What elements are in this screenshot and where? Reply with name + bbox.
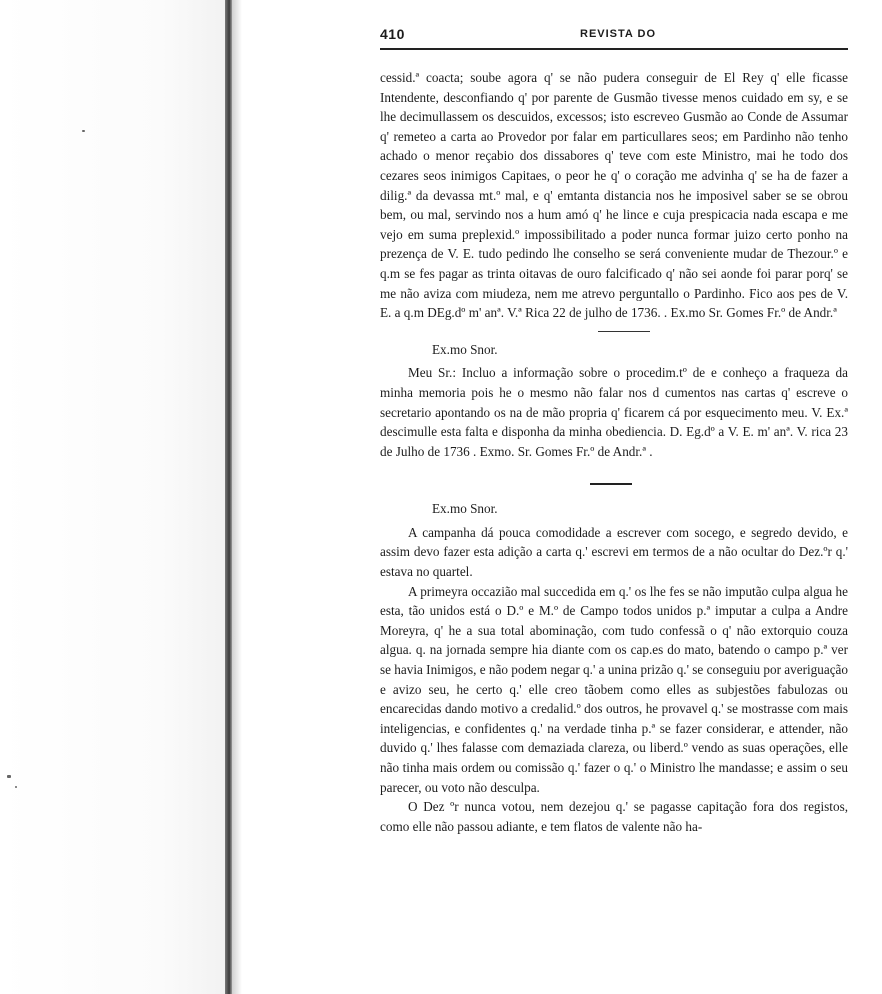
running-title: REVISTA DO xyxy=(580,28,657,40)
section-divider xyxy=(590,483,632,485)
document-page xyxy=(380,26,848,836)
book-spine-shadow xyxy=(225,0,232,994)
page-gutter xyxy=(0,0,232,994)
letter-2-salutation: Ex.mo Snor. xyxy=(432,341,498,357)
spine-gradient xyxy=(232,0,242,994)
letter-3-paragraph: O Dez ºr nunca votou, nem dezejou q.' se pagasse capitação fora dos registos, como elle não passou adiante, e tem flatos de valente não ha- xyxy=(380,799,848,834)
letter-2-body: Meu Sr.: Incluo a informação sobre o procedim.tº de e conheço a fraqueza da minha memoria pois he o mesmo não falar nos d cumentos nas cartas q' escreve o secretario apontando os na de mão propria q' ficarem cá por esquecimento meu. V. Ex.ª descimulle esta falta e disponha da minha obediencia. D. Eg.dº a V. E. m' anª. V. rica 23 de Julho de 1736 . Exmo. Sr. Gomes Fr.º de Andr.ª . xyxy=(380,365,848,459)
page-number: 410 xyxy=(380,26,405,42)
letter-3-paragraph: A primeyra occazião mal succedida em q.' os lhe fes se não imputão culpa algua he esta, tão unidos está o D.º e M.º de Campo todos unidos p.ª imputar a culpa a Andre Moreyra, q' he a sua total abominação, com tudo confessã o q' não extorquio couza algua. q. na jornada sempre hia diante com os cap.es do mato, batendo o campo p.ª ver se havia Inimigos, e não podem negar q.' a unina prizão q.' se conseguiu por averiguação e avizo seu, he certo q.' elle creo tãobem como elles as subjestões fabulozas ou encarecidas dando motivo a credalid.º dos outros, he provavel q.' se mostrasse com mais inteligencias, e confidentes q.' na verdade tinha p.ª se fazer considerar, e attender, não duvido q.' lhes falasse com demaziada clareza, ou liberd.º vendo as suas operações, elle não tinha mais ordem ou comissão q.' fazer o q.' o Ministro lhe mandasse; e assim o seu parecer, ou voto não desculpa. xyxy=(380,583,848,795)
running-header xyxy=(380,26,848,44)
header-rule xyxy=(380,48,848,50)
section-divider xyxy=(598,331,650,332)
letter-3-paragraph: A campanha dá pouca comodidade a escrever com socego, e segredo devido, e assim devo fazer esta adição a carta q.' escrevi em termos de a não ocultar do Dez.ºr q.' estava no quartel. xyxy=(380,524,848,580)
scan-speck xyxy=(15,786,17,788)
scan-speck xyxy=(82,130,85,132)
scan-speck xyxy=(7,775,11,778)
letter-1-body: cessid.ª coacta; soube agora q' se não pudera conseguir de El Rey q' elle ficasse Intendente, desconfiando q' por parente de Gusmão tivesse menos cuidado em sy, e se lhe decimullassem os descuidos, excessos; isto escreveo Gusmão ao Conde de Assumar q' remeteo a carta ao Provedor por falar em particullares seos; em Pardinho não tenho achado o menor reçabio dos dissabores q' teve com este Ministro, mai he todo dos cezares seos inimigos Capitaes, o peor he q' o coração me advinha q' se ha de fazer a dilig.ª da devassa mt.º mal, e q' emtanta distancia nos he imposivel saber se se obrou bem, ou mal, servindo nos a hum amó q' he lince e cuja prespicacia nada escapa e me vejo em suma preplexid.º impossibilitado a poder nunca formar juizo certo ponho na prezença de V. E. tudo pedindo lhe conselho se será conveniente mudar de Thezour.º e q.m se fes pagar as trinta oitavas de ouro falcificado q' não sei aonde foi parar porq' se me não aviza com miudeza, nem me atrevo perguntallo o Pardinho. Fico aos pes de V. E. a q.m DEg.dº m' anª. V.ª Rica 22 de julho de 1736. . Ex.mo Sr. Gomes Fr.º de Andr.ª xyxy=(380,70,848,321)
letter-3-salutation: Ex.mo Snor. xyxy=(432,501,498,517)
